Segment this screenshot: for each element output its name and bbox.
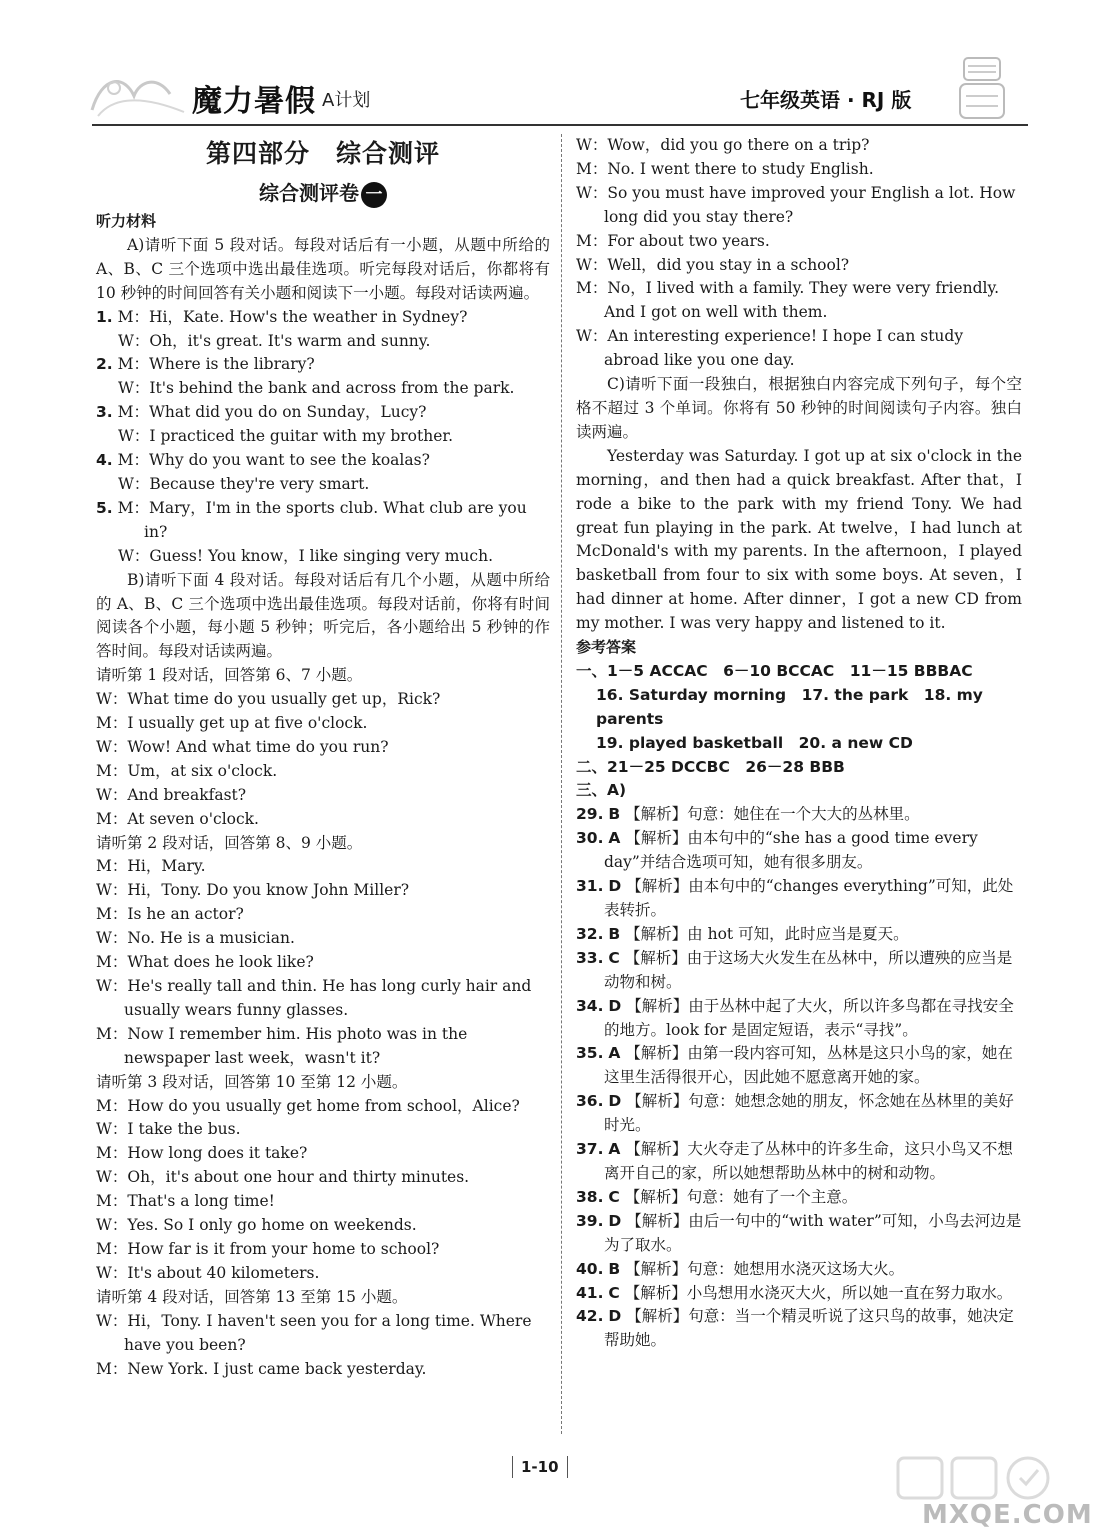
dialog-line: W：An interesting experience! I hope I can study abroad like you one day. bbox=[576, 327, 964, 370]
listening-a-item bbox=[96, 497, 550, 569]
explanation-option: D bbox=[608, 1307, 622, 1326]
explanation-text: 【解析】由于丛林中起了大火，所以许多鸟都在寻找安全的地方。look for 是固定短语，表示“寻找”。 bbox=[604, 996, 1014, 1039]
explanation-item bbox=[576, 875, 1022, 923]
explanation-text: 【解析】小鸟想用水浇灭大火，所以她一直在努力取水。 bbox=[624, 1283, 1013, 1302]
explanation-option: A bbox=[608, 829, 621, 848]
dialog-line: M：That's a long time! bbox=[96, 1192, 275, 1211]
paper-title-text: 综合测评卷 bbox=[259, 181, 359, 205]
explanation-number: 33. bbox=[576, 948, 604, 967]
explanation-option: C bbox=[608, 1187, 620, 1206]
explanation-number: 39. bbox=[576, 1211, 604, 1230]
item-number: 4. bbox=[96, 451, 113, 470]
explanation-item bbox=[576, 1305, 1022, 1353]
explanation-option: B bbox=[608, 805, 621, 824]
dialog-line: M：Mary，I'm in the sports club. What club are you in? bbox=[117, 498, 527, 541]
answer-key bbox=[576, 660, 1022, 803]
section-b-instructions: B)请听下面 4 段对话。每段对话后有几个小题，从题中所给的 A、B、C 三个选项中选出最佳选项。每段对话前，你将有时间阅读各个小题，每小题 5 秒钟；听完后，各小题给出 5 秒钟的作答时间。每段对话读两遍。 bbox=[96, 570, 550, 661]
explanation-option: B bbox=[608, 1259, 621, 1278]
dialog-intro: 请听第 2 段对话，回答第 8、9 小题。 bbox=[96, 833, 363, 852]
brand-subtitle: A计划 bbox=[322, 90, 371, 111]
explanation-option: D bbox=[608, 1211, 622, 1230]
explanation-number: 31. bbox=[576, 877, 604, 896]
dialog-line: W：And breakfast? bbox=[96, 785, 247, 804]
explanation-text: 【解析】由本句中的“changes everything”可知，此处表转折。 bbox=[604, 877, 1014, 919]
dialog-line: W：What time do you usually get up，Rick? bbox=[96, 690, 441, 709]
dialog-intro: 请听第 4 段对话，回答第 13 至第 15 小题。 bbox=[96, 1287, 408, 1306]
explanation-text: 【解析】句意：她想用水浇灭这场大火。 bbox=[625, 1259, 905, 1278]
listening-a-item bbox=[96, 353, 550, 401]
dialog-line: M：I usually get up at five o'clock. bbox=[96, 714, 368, 733]
explanation-number: 30. bbox=[576, 829, 604, 848]
explanation-text: 【解析】由后一句中的“with water”可知，小鸟去河边是为了取水。 bbox=[604, 1211, 1022, 1254]
explanation-number: 36. bbox=[576, 1092, 604, 1111]
header-rule bbox=[92, 124, 1028, 126]
explanation-option: C bbox=[608, 948, 620, 967]
dialog-line: M：Hi，Mary. bbox=[96, 857, 206, 876]
dialog-line: M：Hi，Kate. How's the weather in Sydney? bbox=[117, 307, 468, 326]
explanation-item bbox=[576, 995, 1022, 1043]
explanation-option: A bbox=[608, 1140, 621, 1159]
explanation-text: 【解析】由本句中的“she has a good time every day”并结合选项可知，她有很多朋友。 bbox=[604, 829, 978, 872]
explanation-option: B bbox=[608, 924, 621, 943]
dialog-line: M：For about two years. bbox=[576, 231, 770, 250]
explanation-text: 【解析】句意：她有了一个主意。 bbox=[624, 1187, 858, 1206]
dialog-line: W：I take the bus. bbox=[96, 1120, 241, 1139]
explanation-item bbox=[576, 923, 1022, 947]
dialog-line: M：Now I remember him. His photo was in the newspaper last week，wasn't it? bbox=[96, 1024, 468, 1067]
explanation-item bbox=[576, 1258, 1022, 1282]
dialog-line: W：I practiced the guitar with my brother. bbox=[118, 427, 454, 446]
brand-decoration-icon bbox=[84, 66, 194, 122]
dialog-line: W：Wow，did you go there on a trip? bbox=[576, 136, 870, 154]
dialog-line: W：Hi，Tony. Do you know John Miller? bbox=[96, 881, 410, 900]
listening-a-item bbox=[96, 449, 550, 497]
answer-line: 16. Saturday morning 17. the park 18. my parents bbox=[596, 685, 983, 728]
dialog-line: M：How long does it take? bbox=[96, 1144, 308, 1163]
explanation-number: 42. bbox=[576, 1307, 604, 1326]
dialog-line: W：Hi，Tony. I haven't seen you for a long time. Where have you been? bbox=[96, 1311, 532, 1354]
dialog-intro: 请听第 1 段对话，回答第 6、7 小题。 bbox=[96, 666, 363, 685]
item-number: 1. bbox=[96, 307, 113, 326]
dialog-line: W：So you must have improved your English a lot. How long did you stay there? bbox=[576, 183, 1016, 226]
dialog-line: M：Why do you want to see the koalas? bbox=[117, 451, 430, 470]
answer-line: 19. played basketball 20. a new CD bbox=[596, 733, 913, 752]
item-number: 3. bbox=[96, 403, 113, 422]
explanation-item bbox=[576, 1186, 1022, 1210]
column-divider bbox=[561, 134, 562, 1434]
monologue-text: Yesterday was Saturday. I got up at six o'clock in the morning，and then had a quick breakfast. After that，I rode a bike to the park with my friend Tony. We had great fun playing in the park. At twelve，I had lunch at McDonald's with my parents. In the afternoon，I played basketball from four to six with some boys. At seven，I had dinner at home. After dinner，I got a new CD from my mother. I was very happy and listened to it. bbox=[576, 446, 1022, 633]
explanation-number: 38. bbox=[576, 1187, 604, 1206]
answer-line: 二、21－25 DCCBC 26－28 BBB bbox=[576, 757, 845, 776]
explanation-option: D bbox=[608, 996, 622, 1015]
dialog-line: M：How far is it from your home to school? bbox=[96, 1239, 440, 1258]
paper-title bbox=[96, 178, 550, 208]
explanation-number: 34. bbox=[576, 996, 604, 1015]
explanation-item bbox=[576, 1138, 1022, 1186]
explanation-number: 37. bbox=[576, 1140, 604, 1159]
explanation-text: 【解析】大火夺走了丛林中的许多生命，这只小鸟又不想离开自己的家，所以她想帮助丛林中的树和动物。 bbox=[604, 1140, 1013, 1182]
explanation-text: 【解析】由于这场大火发生在丛林中，所以遭殃的应当是动物和树。 bbox=[604, 948, 1013, 991]
dialog-line: W：Well，did you stay in a school? bbox=[576, 255, 850, 274]
explanation-item bbox=[576, 1282, 1022, 1306]
dialog-line: M：What does he look like? bbox=[96, 953, 314, 972]
dialog-line: W：It's about 40 kilometers. bbox=[96, 1263, 320, 1282]
explanation-item bbox=[576, 1042, 1022, 1090]
explanation-item bbox=[576, 803, 1022, 827]
watermark-text: MXQE.COM bbox=[922, 1500, 1093, 1530]
dialog-line: W：Wow! And what time do you run? bbox=[96, 737, 389, 756]
listening-a-item bbox=[96, 401, 550, 449]
dialog-block-2 bbox=[96, 855, 550, 1070]
explanations-list bbox=[576, 803, 1022, 1353]
explanation-text: 【解析】句意：她住在一个大大的丛林里。 bbox=[625, 805, 920, 824]
page-header bbox=[0, 0, 1068, 128]
dialog-block-4-continued bbox=[576, 134, 1022, 373]
dialog-intro: 请听第 3 段对话，回答第 10 至第 12 小题。 bbox=[96, 1072, 408, 1091]
dialog-line: M：No. I went there to study English. bbox=[576, 159, 874, 178]
section-listening-label: 听力材料 bbox=[96, 212, 157, 230]
page-number: 1-10 bbox=[512, 1456, 568, 1478]
listening-a-item bbox=[96, 306, 550, 354]
explanation-option: D bbox=[608, 877, 622, 896]
explanation-text: 【解析】由 hot 可知，此时应当是夏天。 bbox=[625, 924, 909, 943]
dialog-line: W：He's really tall and thin. He has long curly hair and usually wears funny glasses. bbox=[96, 977, 532, 1019]
explanation-number: 29. bbox=[576, 805, 604, 824]
explanation-number: 40. bbox=[576, 1259, 604, 1278]
dialog-line: W：Yes. So I only go home on weekends. bbox=[96, 1216, 417, 1235]
section-c-instructions: C)请听下面一段独白，根据独白内容完成下列句子，每个空格不超过 3 个单词。你将有 50 秒钟的时间阅读句子内容。独白读两遍。 bbox=[576, 375, 1022, 441]
section-a-instructions: A)请听下面 5 段对话。每段对话后有一小题，从题中所给的 A、B、C 三个选项中选出最佳选项。听完每段对话后，你都将有 10 秒钟的时间回答有关小题和阅读下一小题。每段对话读两遍。 bbox=[96, 235, 550, 302]
answer-line: 一、1－5 ACCAC 6－10 BCCAC 11－15 BBBAC bbox=[576, 661, 973, 680]
explanation-option: A bbox=[608, 1044, 621, 1063]
dialog-block-3 bbox=[96, 1095, 550, 1286]
answer-line: 三、A) bbox=[576, 781, 627, 800]
section-answers-label: 参考答案 bbox=[576, 638, 637, 657]
explanation-number: 32. bbox=[576, 924, 604, 943]
character-decoration-icon bbox=[950, 52, 1014, 128]
explanation-item bbox=[576, 827, 1022, 875]
dialog-line: M：Where is the library? bbox=[117, 355, 315, 374]
dialog-line: W：Because they're very smart. bbox=[118, 474, 370, 493]
dialog-line: M：At seven o'clock. bbox=[96, 809, 259, 828]
right-column bbox=[576, 134, 1022, 1353]
dialog-line: M：Is he an actor? bbox=[96, 905, 244, 924]
dialog-line: W：Guess! You know，I like singing very much. bbox=[118, 546, 493, 565]
dialog-line: M：Um，at six o'clock. bbox=[96, 761, 278, 780]
explanation-item bbox=[576, 1090, 1022, 1138]
explanation-option: D bbox=[608, 1092, 622, 1111]
dialog-line: M：What did you do on Sunday，Lucy? bbox=[117, 403, 427, 422]
dialog-line: W：No. He is a musician. bbox=[96, 929, 295, 948]
dialog-line: W：It's behind the bank and across from the park. bbox=[118, 379, 515, 398]
explanation-item bbox=[576, 1210, 1022, 1258]
dialog-block-1 bbox=[96, 688, 550, 831]
dialog-line: M：How do you usually get home from school，Alice? bbox=[96, 1096, 520, 1115]
grade-label: 七年级英语 · RJ 版 bbox=[740, 88, 912, 112]
dialog-line: M：No，I lived with a family. They were very friendly. And I got on well with them. bbox=[576, 279, 1000, 322]
dialog-line: M：New York. I just came back yesterday. bbox=[96, 1359, 427, 1378]
item-number: 5. bbox=[96, 498, 113, 517]
dialog-line: W：Oh，it's great. It's warm and sunny. bbox=[118, 331, 431, 350]
dialog-line: W：Oh，it's about one hour and thirty minutes. bbox=[96, 1168, 470, 1187]
explanation-number: 35. bbox=[576, 1044, 604, 1063]
dialog-block-4 bbox=[96, 1310, 550, 1382]
explanation-text: 【解析】由第一段内容可知，丛林是这只小鸟的家，她在这里生活得很开心，因此她不愿意离开她的家。 bbox=[604, 1044, 1013, 1087]
explanation-number: 41. bbox=[576, 1283, 604, 1302]
explanation-text: 【解析】句意：她想念她的朋友，怀念她在丛林里的美好时光。 bbox=[604, 1092, 1014, 1135]
explanation-text: 【解析】句意：当一个精灵听说了这只鸟的故事，她决定帮助她。 bbox=[604, 1307, 1014, 1350]
explanation-option: C bbox=[608, 1283, 620, 1302]
brand-title: 魔力暑假 bbox=[192, 84, 316, 119]
explanation-item bbox=[576, 947, 1022, 995]
item-number: 2. bbox=[96, 355, 113, 374]
paper-number-badge: 一 bbox=[361, 182, 387, 208]
left-column bbox=[96, 134, 550, 1381]
part-title: 第四部分 综合测评 bbox=[205, 139, 440, 168]
